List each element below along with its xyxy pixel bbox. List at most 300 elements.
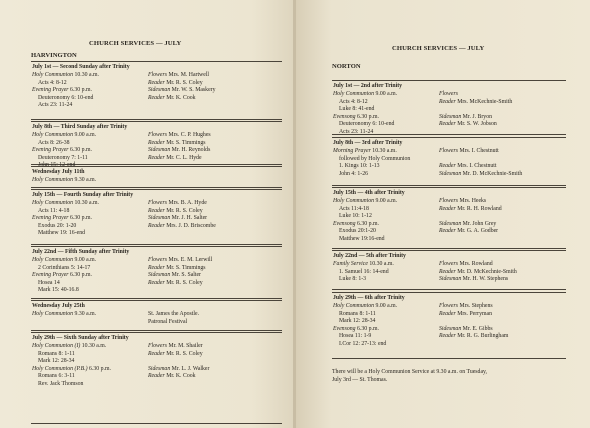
role-label: Evening Prayer xyxy=(32,215,69,222)
role-label: Holy Communion xyxy=(32,177,74,183)
parish-name: NORTON xyxy=(332,63,361,70)
line-text: Romans 6: 3-11 xyxy=(38,373,75,380)
line-text: 6.30 p.m. xyxy=(68,215,92,222)
role-label: Family Service xyxy=(333,261,368,267)
service-line xyxy=(32,87,99,95)
role-label: Reader xyxy=(148,139,165,146)
service-line xyxy=(333,261,394,269)
line-text: Mrs. Heeks xyxy=(458,198,487,204)
rota-line xyxy=(148,147,211,155)
line-text: Mrs. I. Chestnutt xyxy=(455,163,497,170)
role-label: Sidesman xyxy=(148,365,171,372)
role-label: Flowers xyxy=(148,257,168,263)
rota-line xyxy=(148,373,209,381)
rota-line xyxy=(439,156,522,164)
role-label: Reader xyxy=(148,207,165,214)
line-text: Mr. E. Gibbs xyxy=(461,325,493,332)
service-line xyxy=(32,95,99,103)
rota-column xyxy=(148,132,211,162)
line-text: 6.30 p.m. xyxy=(355,325,379,332)
line-text: 10.30 a.m. xyxy=(73,72,99,78)
role-label: Sidesman xyxy=(148,272,171,279)
role-label: Reader xyxy=(148,154,165,161)
line-text: Mr. S. W. Jobson xyxy=(455,121,497,128)
service-line xyxy=(32,287,96,295)
service-line xyxy=(333,333,397,341)
service-section xyxy=(332,292,566,359)
role-label: Flowers xyxy=(148,343,168,349)
line-text: Deuteronomy 6: 10-end xyxy=(38,94,94,101)
line-text: Acts 8: 26-38 xyxy=(38,139,70,146)
role-label: Sidesman xyxy=(148,147,171,154)
line-text: Mark 12: 28-34 xyxy=(339,318,376,325)
role-label: Evening Prayer xyxy=(32,87,69,94)
line-text: Hosea 11: 1-9 xyxy=(339,333,372,340)
section-title: July 29th — 6th after Trinity xyxy=(333,295,405,301)
line-text: 9.00 a.m. xyxy=(374,303,398,309)
service-line xyxy=(333,221,397,229)
line-text: Acts 11:4-18 xyxy=(339,205,369,212)
rota-line xyxy=(439,206,502,214)
services-column xyxy=(32,257,96,295)
role-label: Reader xyxy=(148,373,165,380)
services-column xyxy=(333,91,397,137)
service-line xyxy=(32,257,96,265)
service-line xyxy=(333,206,397,214)
role-label: Evening Prayer xyxy=(32,272,69,279)
line-text: 1. Kings 10: 1-13 xyxy=(339,163,380,170)
rota-line xyxy=(148,272,212,280)
rota-line xyxy=(439,228,502,236)
rota-column xyxy=(439,261,517,284)
service-line xyxy=(32,223,99,231)
rota-line xyxy=(439,114,512,122)
service-line xyxy=(32,272,96,280)
rota-column xyxy=(148,343,209,381)
role-label: Flowers xyxy=(439,303,459,309)
line-text: Luke 8: 41-end xyxy=(339,106,375,113)
role-label: Reader xyxy=(439,163,456,170)
line-text: Deuteronomy 7: 1-11 xyxy=(38,154,88,161)
role-label: Reader xyxy=(439,333,456,340)
line-text: Mrs. Perryman xyxy=(455,310,492,317)
role-label: Sidesman xyxy=(148,87,171,94)
rota-line xyxy=(439,163,522,171)
rota-line xyxy=(148,343,209,351)
rota-line xyxy=(439,326,508,334)
service-line xyxy=(32,280,96,288)
rota-line xyxy=(439,333,508,341)
role-label: Sidesman xyxy=(439,276,462,283)
line-text: St. James the Apostle. xyxy=(148,311,200,317)
line-text: Mr. R. S. Coley xyxy=(164,350,203,357)
line-text: 10.30 a.m. xyxy=(370,148,397,154)
role-label: Holy Communion xyxy=(32,72,74,78)
role-label: Evensong xyxy=(333,220,356,227)
rota-line xyxy=(439,121,512,129)
role-label: Reader xyxy=(439,310,456,317)
service-line xyxy=(333,99,397,107)
role-label: Flowers xyxy=(148,132,168,138)
role-label: Reader xyxy=(148,222,165,229)
role-label: Holy Communion xyxy=(32,311,74,317)
rota-line xyxy=(439,213,502,221)
rota-line xyxy=(148,280,212,288)
line-text: Mr. D. McKechnie-Smith xyxy=(455,268,517,275)
line-text: Mrs. Rowland xyxy=(458,261,493,267)
service-line xyxy=(333,163,410,171)
service-line xyxy=(32,80,99,88)
section-title: July 22nd — 5th after Trinity xyxy=(333,253,406,259)
line-text: Mr. W. S. Maskery xyxy=(170,87,216,94)
role-label: Flowers xyxy=(439,148,459,154)
service-line xyxy=(32,373,111,381)
rota-line xyxy=(148,366,209,374)
line-text: Mrs. C. P. Hughes xyxy=(167,132,211,138)
role-label: Holy Communion xyxy=(333,198,375,204)
line-text: Matthew 19:16-end xyxy=(339,235,385,242)
service-line xyxy=(32,140,96,148)
line-text: 10.30 a.m. xyxy=(80,343,107,349)
role-label: Reader xyxy=(439,268,456,275)
services-column xyxy=(32,343,111,389)
service-section xyxy=(31,61,282,120)
line-text: Mrs. J. D. Briscombe xyxy=(164,222,216,229)
service-line xyxy=(333,91,397,99)
line-text: John 15: 12-end xyxy=(38,162,76,169)
service-line xyxy=(333,156,410,164)
service-line xyxy=(333,213,397,221)
right-page xyxy=(296,0,590,428)
line-text: Acts 4: 8-12 xyxy=(339,98,368,105)
rota-line xyxy=(148,208,216,216)
service-line xyxy=(333,228,397,236)
notice xyxy=(332,368,487,384)
role-label: Reader xyxy=(148,79,165,86)
line-text: Luke 10: 1-12 xyxy=(339,213,372,220)
rota-line xyxy=(439,261,517,269)
role-label: Reader xyxy=(439,228,456,235)
line-text: Mr. John Grey xyxy=(461,220,497,227)
rota-line xyxy=(148,87,216,95)
service-line xyxy=(32,72,99,80)
line-text: Mrs. Stephens xyxy=(458,303,493,309)
line-text: 6.30 p.m. xyxy=(355,113,379,120)
service-line xyxy=(32,200,99,208)
role-label: Reader xyxy=(148,350,165,357)
line-text: Mr. J. H. Salter xyxy=(170,215,208,222)
rota-line xyxy=(148,215,216,223)
line-text: Patronal Festival xyxy=(148,318,188,325)
services-column xyxy=(333,261,394,284)
rota-line xyxy=(439,269,517,277)
role-label: Reader xyxy=(439,121,456,128)
service-line xyxy=(32,311,96,319)
section-title: July 8th — Third Sunday after Trinity xyxy=(32,124,128,130)
line-text: 9.00 a.m. xyxy=(374,198,398,204)
line-text: Rev. Jack Thomson xyxy=(38,380,84,387)
service-line xyxy=(32,358,111,366)
rota-line xyxy=(148,319,199,327)
role-label: Reader xyxy=(148,94,165,101)
line-text: Mr. S. Timmings xyxy=(164,139,206,146)
line-text: Mrs. M. Hartwell xyxy=(167,72,210,78)
line-text: Exodus 20:1-20 xyxy=(339,228,376,235)
rota-line xyxy=(148,257,212,265)
section-title: July 29th — Sixth Sunday after Trinity xyxy=(32,335,129,341)
services-column xyxy=(333,303,397,349)
role-label: Holy Communion (P.B.) xyxy=(32,365,88,372)
line-text: Mr. D. McKechnie-Smith xyxy=(461,170,523,177)
section-title: July 1st — Second Sunday after Trinity xyxy=(32,64,130,70)
service-line xyxy=(32,351,111,359)
line-text: Acts 11: 4-18 xyxy=(38,207,70,214)
rota-line xyxy=(439,99,512,107)
service-line xyxy=(32,215,99,223)
role-label: Reader xyxy=(148,279,165,286)
service-line xyxy=(333,121,397,129)
line-text: 10.30 a.m. xyxy=(367,261,394,267)
service-line xyxy=(333,148,410,156)
line-text: Mr. R. S. Coley xyxy=(164,79,203,86)
line-text: Mr. H. W. Stephens xyxy=(461,276,509,283)
line-text: Mr. J. Bryon xyxy=(461,113,492,120)
rota-line xyxy=(148,132,211,140)
service-line xyxy=(32,366,111,374)
service-section xyxy=(31,300,282,331)
line-text: 10.30 a.m. xyxy=(73,200,99,206)
rota-line xyxy=(148,72,216,80)
line-text: Mr. K. Cook xyxy=(164,94,196,101)
line-text: 9.00 a.m. xyxy=(73,132,97,138)
role-label: Flowers xyxy=(439,261,459,267)
service-section xyxy=(31,166,282,188)
rota-line xyxy=(148,140,211,148)
line-text: Matthew 19: 16-end xyxy=(38,230,86,237)
line-text: 9.30 a.m. xyxy=(73,311,97,317)
line-text: Mark 15: 40-16.8 xyxy=(38,287,79,294)
rota-line xyxy=(148,95,216,103)
line-text: 6.30 p.m. xyxy=(87,365,111,372)
role-label: Reader xyxy=(148,264,165,271)
service-line xyxy=(333,303,397,311)
rota-column xyxy=(148,311,199,326)
section-title: July 1st — 2nd after Trinity xyxy=(333,83,403,89)
section-title: July 15th — 4th after Trinity xyxy=(333,190,405,196)
role-label: Morning Prayer xyxy=(333,148,371,154)
service-line xyxy=(333,198,397,206)
line-text: Mr. K. Cook xyxy=(164,373,196,380)
line-text: 6.30 p.m. xyxy=(355,220,379,227)
role-label: Holy Communion xyxy=(333,303,375,309)
service-line xyxy=(333,114,397,122)
line-text: 9.00 a.m. xyxy=(73,257,97,263)
service-line xyxy=(333,236,397,244)
role-label: Flowers xyxy=(148,72,168,78)
service-line xyxy=(32,381,111,389)
service-line xyxy=(333,341,397,349)
rota-line xyxy=(148,265,212,273)
rota-line xyxy=(148,223,216,231)
rota-column xyxy=(439,303,508,341)
rota-line xyxy=(148,200,216,208)
service-line xyxy=(333,106,397,114)
role-label: Holy Communion (I) xyxy=(32,343,81,349)
service-line xyxy=(333,129,397,137)
section-title: Wednesday July 11th xyxy=(32,169,85,175)
line-text: Hosea 14 xyxy=(38,279,60,286)
line-text: 9.00 a.m. xyxy=(374,91,398,97)
rota-line xyxy=(439,318,508,326)
role-label: Sidesman xyxy=(439,220,462,227)
service-line xyxy=(333,318,397,326)
service-section xyxy=(332,80,566,135)
line-text: Acts 23: 11-24 xyxy=(38,102,73,109)
rota-line xyxy=(148,311,199,319)
role-label: Sidesman xyxy=(439,325,462,332)
line-text: followed by Holy Communion xyxy=(339,155,411,162)
rota-line xyxy=(439,198,502,206)
services-column xyxy=(32,177,96,185)
rota-column xyxy=(439,198,502,236)
line-text: Mrs. B. A. Hyde xyxy=(167,200,207,206)
section-title: July 15th — Fourth Sunday after Trinity xyxy=(32,192,134,198)
line-text: Mark 12: 28-34 xyxy=(38,358,75,365)
services-column xyxy=(333,198,397,244)
line-text: John 4: 1-26 xyxy=(339,170,368,177)
service-line xyxy=(32,343,111,351)
line-text: 1. Samuel 16: 14-end xyxy=(339,268,389,275)
role-label: Flowers xyxy=(439,91,459,97)
service-section xyxy=(31,121,282,169)
line-text: Mr. R. G. Burlingham xyxy=(455,333,509,340)
services-column xyxy=(32,311,96,319)
line-text: 6.30 p.m. xyxy=(68,87,92,94)
services-column xyxy=(333,148,410,178)
rota-column xyxy=(148,257,212,287)
role-label: Sidesman xyxy=(148,215,171,222)
service-section xyxy=(31,332,282,424)
rota-line xyxy=(439,171,522,179)
line-text: Mr. L. J. Walker xyxy=(170,365,210,372)
rota-line xyxy=(148,80,216,88)
service-line xyxy=(333,326,397,334)
service-line xyxy=(32,265,96,273)
line-text: 6.30 p.m. xyxy=(68,147,92,154)
service-section xyxy=(332,187,566,249)
role-label: Sidesman xyxy=(439,170,462,177)
line-text: I.Cor 12: 27-13: end xyxy=(339,340,387,347)
role-label: Flowers xyxy=(439,198,459,204)
line-text: Mr. C. L. Hyde xyxy=(164,154,202,161)
line-text: Mr. S. Salter xyxy=(170,272,201,279)
line-text: Mrs. I. Chestnutt xyxy=(458,148,499,154)
line-text: Romans 8: 1-11 xyxy=(339,310,376,317)
role-label: Evening Prayer xyxy=(32,147,69,154)
role-label: Evensong xyxy=(333,113,356,120)
line-text: Mrs. McKechnie-Smith xyxy=(455,98,513,105)
rota-line xyxy=(439,106,512,114)
line-text: Mr. M. Shailer xyxy=(167,343,203,349)
parish-name: HARVINGTON xyxy=(31,52,77,59)
service-line xyxy=(32,102,99,110)
service-section xyxy=(332,250,566,290)
service-section xyxy=(31,189,282,245)
service-line xyxy=(32,230,99,238)
service-line xyxy=(32,155,96,163)
rota-line xyxy=(439,303,508,311)
role-label: Holy Communion xyxy=(32,200,74,206)
line-text: 2 Corinthians 5: 14-17 xyxy=(38,264,91,271)
services-column xyxy=(32,200,99,238)
rota-column xyxy=(439,91,512,129)
line-text: Romans 8: 1-11 xyxy=(38,350,75,357)
rota-column xyxy=(148,200,216,230)
rota-line xyxy=(148,351,209,359)
services-column xyxy=(32,72,99,110)
line-text: Mr. S. Timmings xyxy=(164,264,206,271)
role-label: Sidesman xyxy=(439,113,462,120)
rota-column xyxy=(439,148,522,178)
service-line xyxy=(32,147,96,155)
service-line xyxy=(333,311,397,319)
role-label: Reader xyxy=(439,205,456,212)
line-text: Mr. H. Reynolds xyxy=(170,147,211,154)
service-line xyxy=(333,276,394,284)
line-text: Mr. R. H. Rowland xyxy=(455,205,502,212)
role-label: Holy Communion xyxy=(32,257,74,263)
line-text: Acts 4: 8-12 xyxy=(38,79,67,86)
service-section xyxy=(31,246,282,299)
rota-line xyxy=(439,91,512,99)
section-title: July 22nd — Fifth Sunday after Trinity xyxy=(32,249,130,255)
services-column xyxy=(32,132,96,170)
rota-column xyxy=(148,72,216,102)
service-section xyxy=(332,137,566,186)
line-text: Deuteronomy 6: 10-end xyxy=(339,121,395,128)
section-title: July 8th — 3rd after Trinity xyxy=(333,140,403,146)
rota-line xyxy=(439,221,502,229)
service-line xyxy=(32,208,99,216)
rota-line xyxy=(439,276,517,284)
role-label: Flowers xyxy=(148,200,168,206)
service-line xyxy=(333,171,410,179)
line-text: Exodus 20: 1-20 xyxy=(38,222,77,229)
page-heading: CHURCH SERVICES — JULY xyxy=(89,40,182,47)
line-text: Mrs. E. M. Lerwill xyxy=(167,257,213,263)
line-text: 9.30 a.m. xyxy=(73,177,97,183)
line-text: Luke 8: 1-3 xyxy=(339,276,367,283)
role-label: Reader xyxy=(439,98,456,105)
rota-line xyxy=(439,148,522,156)
line-text: Mr. R. S. Coley xyxy=(164,207,203,214)
line-text: Mr. G. A. Godber xyxy=(455,228,499,235)
notice-line: July 3rd — St. Thomas. xyxy=(332,377,388,383)
section-title: Wednesday July 25th xyxy=(32,303,85,309)
role-label: Holy Communion xyxy=(32,132,74,138)
rota-line xyxy=(439,311,508,319)
line-text: Acts 23: 11-24 xyxy=(339,128,374,135)
role-label: Evensong xyxy=(333,325,356,332)
service-line xyxy=(333,269,394,277)
role-label: Holy Communion xyxy=(333,91,375,97)
service-line xyxy=(32,177,96,185)
line-text: 6.30 p.m. xyxy=(68,272,92,279)
rota-line xyxy=(148,358,209,366)
page-heading: CHURCH SERVICES — JULY xyxy=(392,45,485,52)
line-text: Mr. R. S. Coley xyxy=(164,279,203,286)
notice-line: There will be a Holy Communion Service at 9.30 a.m. on Tuesday, xyxy=(332,369,487,375)
